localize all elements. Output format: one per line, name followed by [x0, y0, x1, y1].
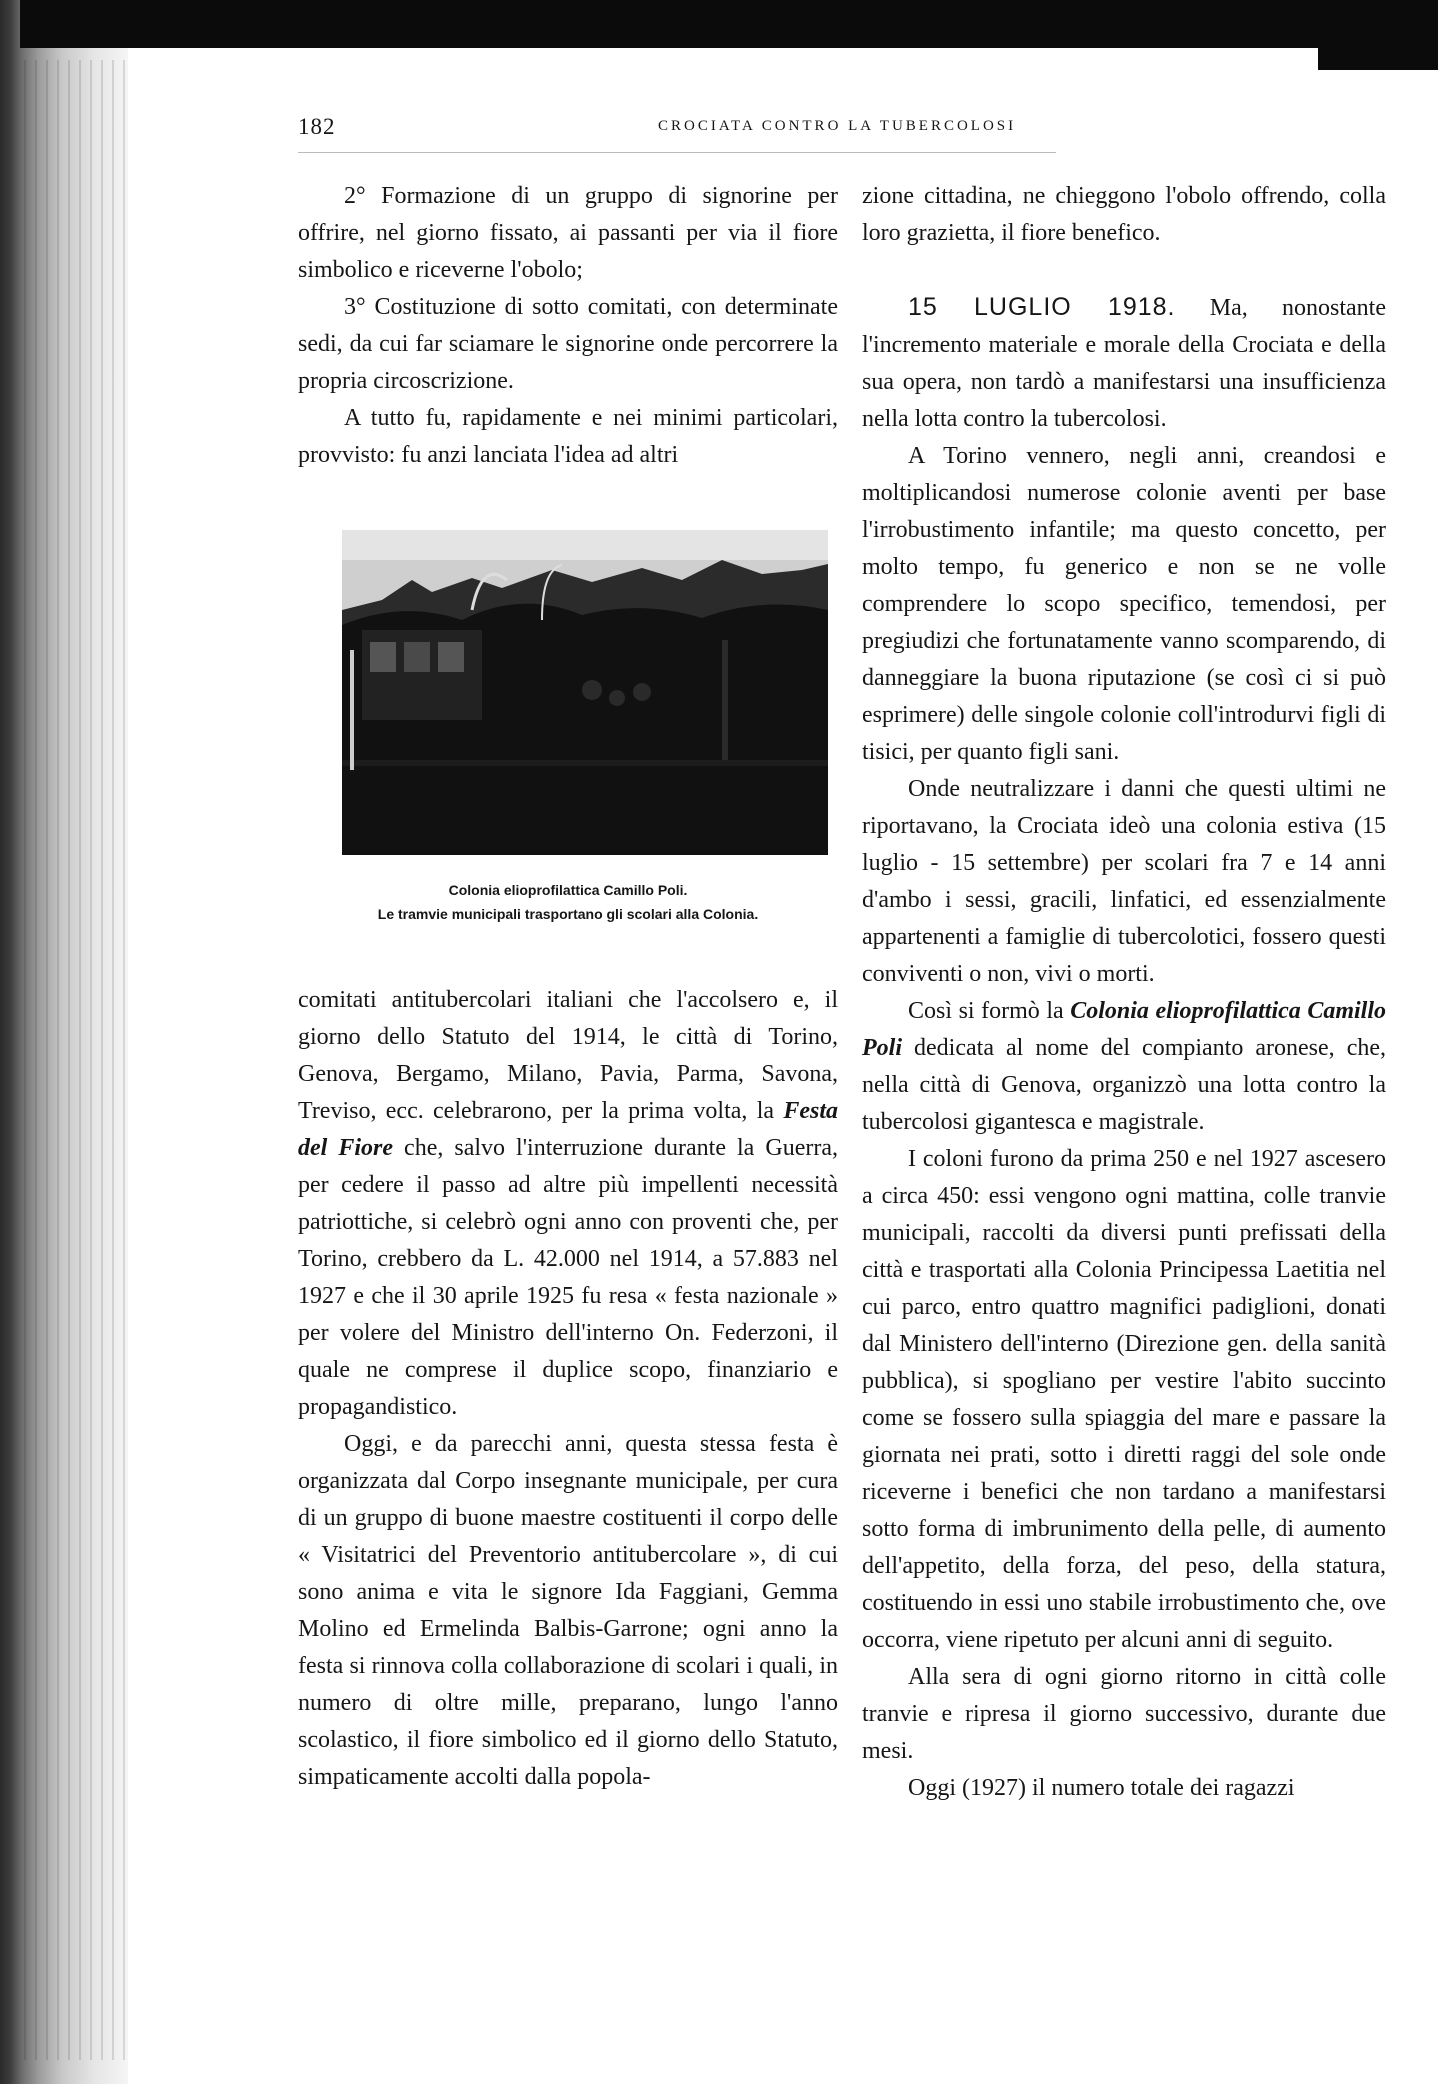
caption-line-2: Le tramvie municipali trasportano gli scolari alla Colonia. — [377, 906, 759, 922]
running-title: CROCIATA CONTRO LA TUBERCOLOSI — [658, 118, 1017, 134]
right-column — [862, 178, 1386, 1807]
paragraph-15-luglio — [862, 289, 1386, 438]
luglio-text: Ma, nonostante l'incremento materiale e morale della Crociata e della sua opera, non tardò a manifestarsi una insufficienza nella lotta contro la tubercolosi. — [862, 295, 1386, 432]
caption-line-1: Colonia elioprofilattica Camillo Poli. — [448, 882, 688, 898]
scan-top-border — [20, 0, 1420, 48]
cosi-text-after: dedicata al nome del compianto aronese, che, nella città di Genova, organizzò una lotta contro la tubercolosi gigantesca e magistrale. — [862, 1035, 1386, 1135]
page-number: 182 — [298, 114, 336, 139]
spine-scan-lines — [24, 60, 134, 2060]
photo-caption — [298, 878, 838, 926]
comitati-text-after: che, salvo l'interruzione durante la Guerra, per cedere il passo ad altre più impellenti necessità patriottiche, si celebrò ogni anno con proventi che, per Torino, crebbero da L. 42.000 nel 1914, a 57.883 nel 1927 e che il 30 aprile 1925 fu resa « festa nazionale » per volere del Ministro dell'interno On. Federzoni, il quale ne comprese il duplice scopo, finanziario e propagandistico. — [298, 1135, 838, 1420]
paragraph-onde: Onde neutralizzare i danni che questi ultimi ne riportavano, la Crociata ideò una colonia estiva (15 luglio - 15 settembre) per scolari fra 7 e 14 anni d'ambo i sessi, gracili, linfatici, ed essenzialmente appartenenti a famiglie di tubercolotici, fossero questi conviventi o non, vivi o morti. — [862, 776, 1386, 987]
running-head — [298, 114, 1056, 148]
cosi-text-before: Così si formò la — [908, 998, 1071, 1024]
colonia-photo — [342, 530, 828, 855]
paragraph-costituzione: 3° Costituzione di sotto comitati, con determinate sedi, da cui far sciamare le signorine onde percorrere la propria circoscrizione. — [298, 294, 838, 394]
paragraph-a-torino: A Torino vennero, negli anni, creandosi e moltiplicandosi numerose colonie aventi per base l'irrobustimento infantile; ma questo concetto, per molto tempo, fu generico e non se ne volle comprendere lo scopo specifico, temendosi, per pregiudizi che fortunatamente vanno scomparendo, di danneggiare la buona riputazione (se così ci si può esprimere) delle singole colonie coll'introdurvi figli di tisici, per quanto figli sani. — [862, 443, 1386, 765]
paragraph-formazione: 2° Formazione di un gruppo di signorine per offrire, nel giorno fissato, ai passanti per via il fiore simbolico e riceverne l'obolo; — [298, 183, 838, 283]
paragraph-cosi — [862, 993, 1386, 1141]
photo-figure — [342, 530, 828, 860]
left-column-bottom — [298, 982, 838, 1796]
festa-del-fiore: Festa del Fiore — [298, 1098, 838, 1161]
header-rule — [298, 152, 1056, 153]
scan-corner-border — [1318, 0, 1438, 70]
paragraph-a-tutto: A tutto fu, rapidamente e nei minimi particolari, provvisto: fu anzi lanciata l'idea ad altri — [298, 405, 838, 468]
paragraph-oggi: Oggi, e da parecchi anni, questa stessa festa è organizzata dal Corpo insegnante municipale, per cura di un gruppo di buone maestre costituenti il corpo delle « Visitatrici del Preventorio antitubercolare », di cui sono anima e vita le signore Ida Faggiani, Gemma Molino ed Ermelinda Balbis-Garrone; ogni anno la festa si rinnova colla collaborazione di scolari i quali, in numero di oltre mille, preparano, lungo l'anno scolastico, il fiore simbolico ed il giorno dello Statuto, simpaticamente accolti dalla popola- — [298, 1431, 838, 1790]
paragraph-coloni: I coloni furono da prima 250 e nel 1927 ascesero a circa 450: essi vengono ogni mattina, colle tranvie municipali, raccolti da diversi punti prefissati della città e trasportati alla Colonia Principessa Laetitia nel cui parco, entro quattro magnifici padiglioni, donati dal Ministero dell'interno (Direzione gen. della sanità pubblica), si spogliano per vestire l'abito succinto come se fossero sulla spiaggia del mare e passare la giornata nei prati, sotto i diretti raggi del sole onde riceverne i benefici che non tardano a manifestarsi sotto forma di imbrunimento della pelle, di aumento dell'appetito, della forza, del peso, della statura, costituendo in essi uno stabile irrobustimento che, ove occorra, viene ripetuto per alcuni anni di seguito. — [862, 1146, 1386, 1653]
paragraph-oggi-1927: Oggi (1927) il numero totale dei ragazzi — [908, 1775, 1295, 1801]
paragraph-comitati — [298, 982, 838, 1426]
paragraph-zione-cittadina: zione cittadina, ne chieggono l'obolo offrendo, colla loro grazietta, il fiore benefico. — [862, 183, 1386, 246]
colonia-name: Colonia elioprofilattica Camillo Poli — [862, 998, 1387, 1061]
comitati-text-before: comitati antitubercolari italiani che l'accolsero e, il giorno dello Statuto del 1914, le città di Torino, Genova, Bergamo, Milano, Pavia, Parma, Savona, Treviso, ecc. celebrarono, per la prima volta, la — [298, 987, 838, 1124]
paragraph-alla-sera: Alla sera di ogni giorno ritorno in città colle tranvie e ripresa il giorno successivo, durante due mesi. — [862, 1664, 1386, 1764]
date-heading: 15 LUGLIO 1918. — [908, 293, 1176, 321]
left-column-top — [298, 178, 838, 474]
